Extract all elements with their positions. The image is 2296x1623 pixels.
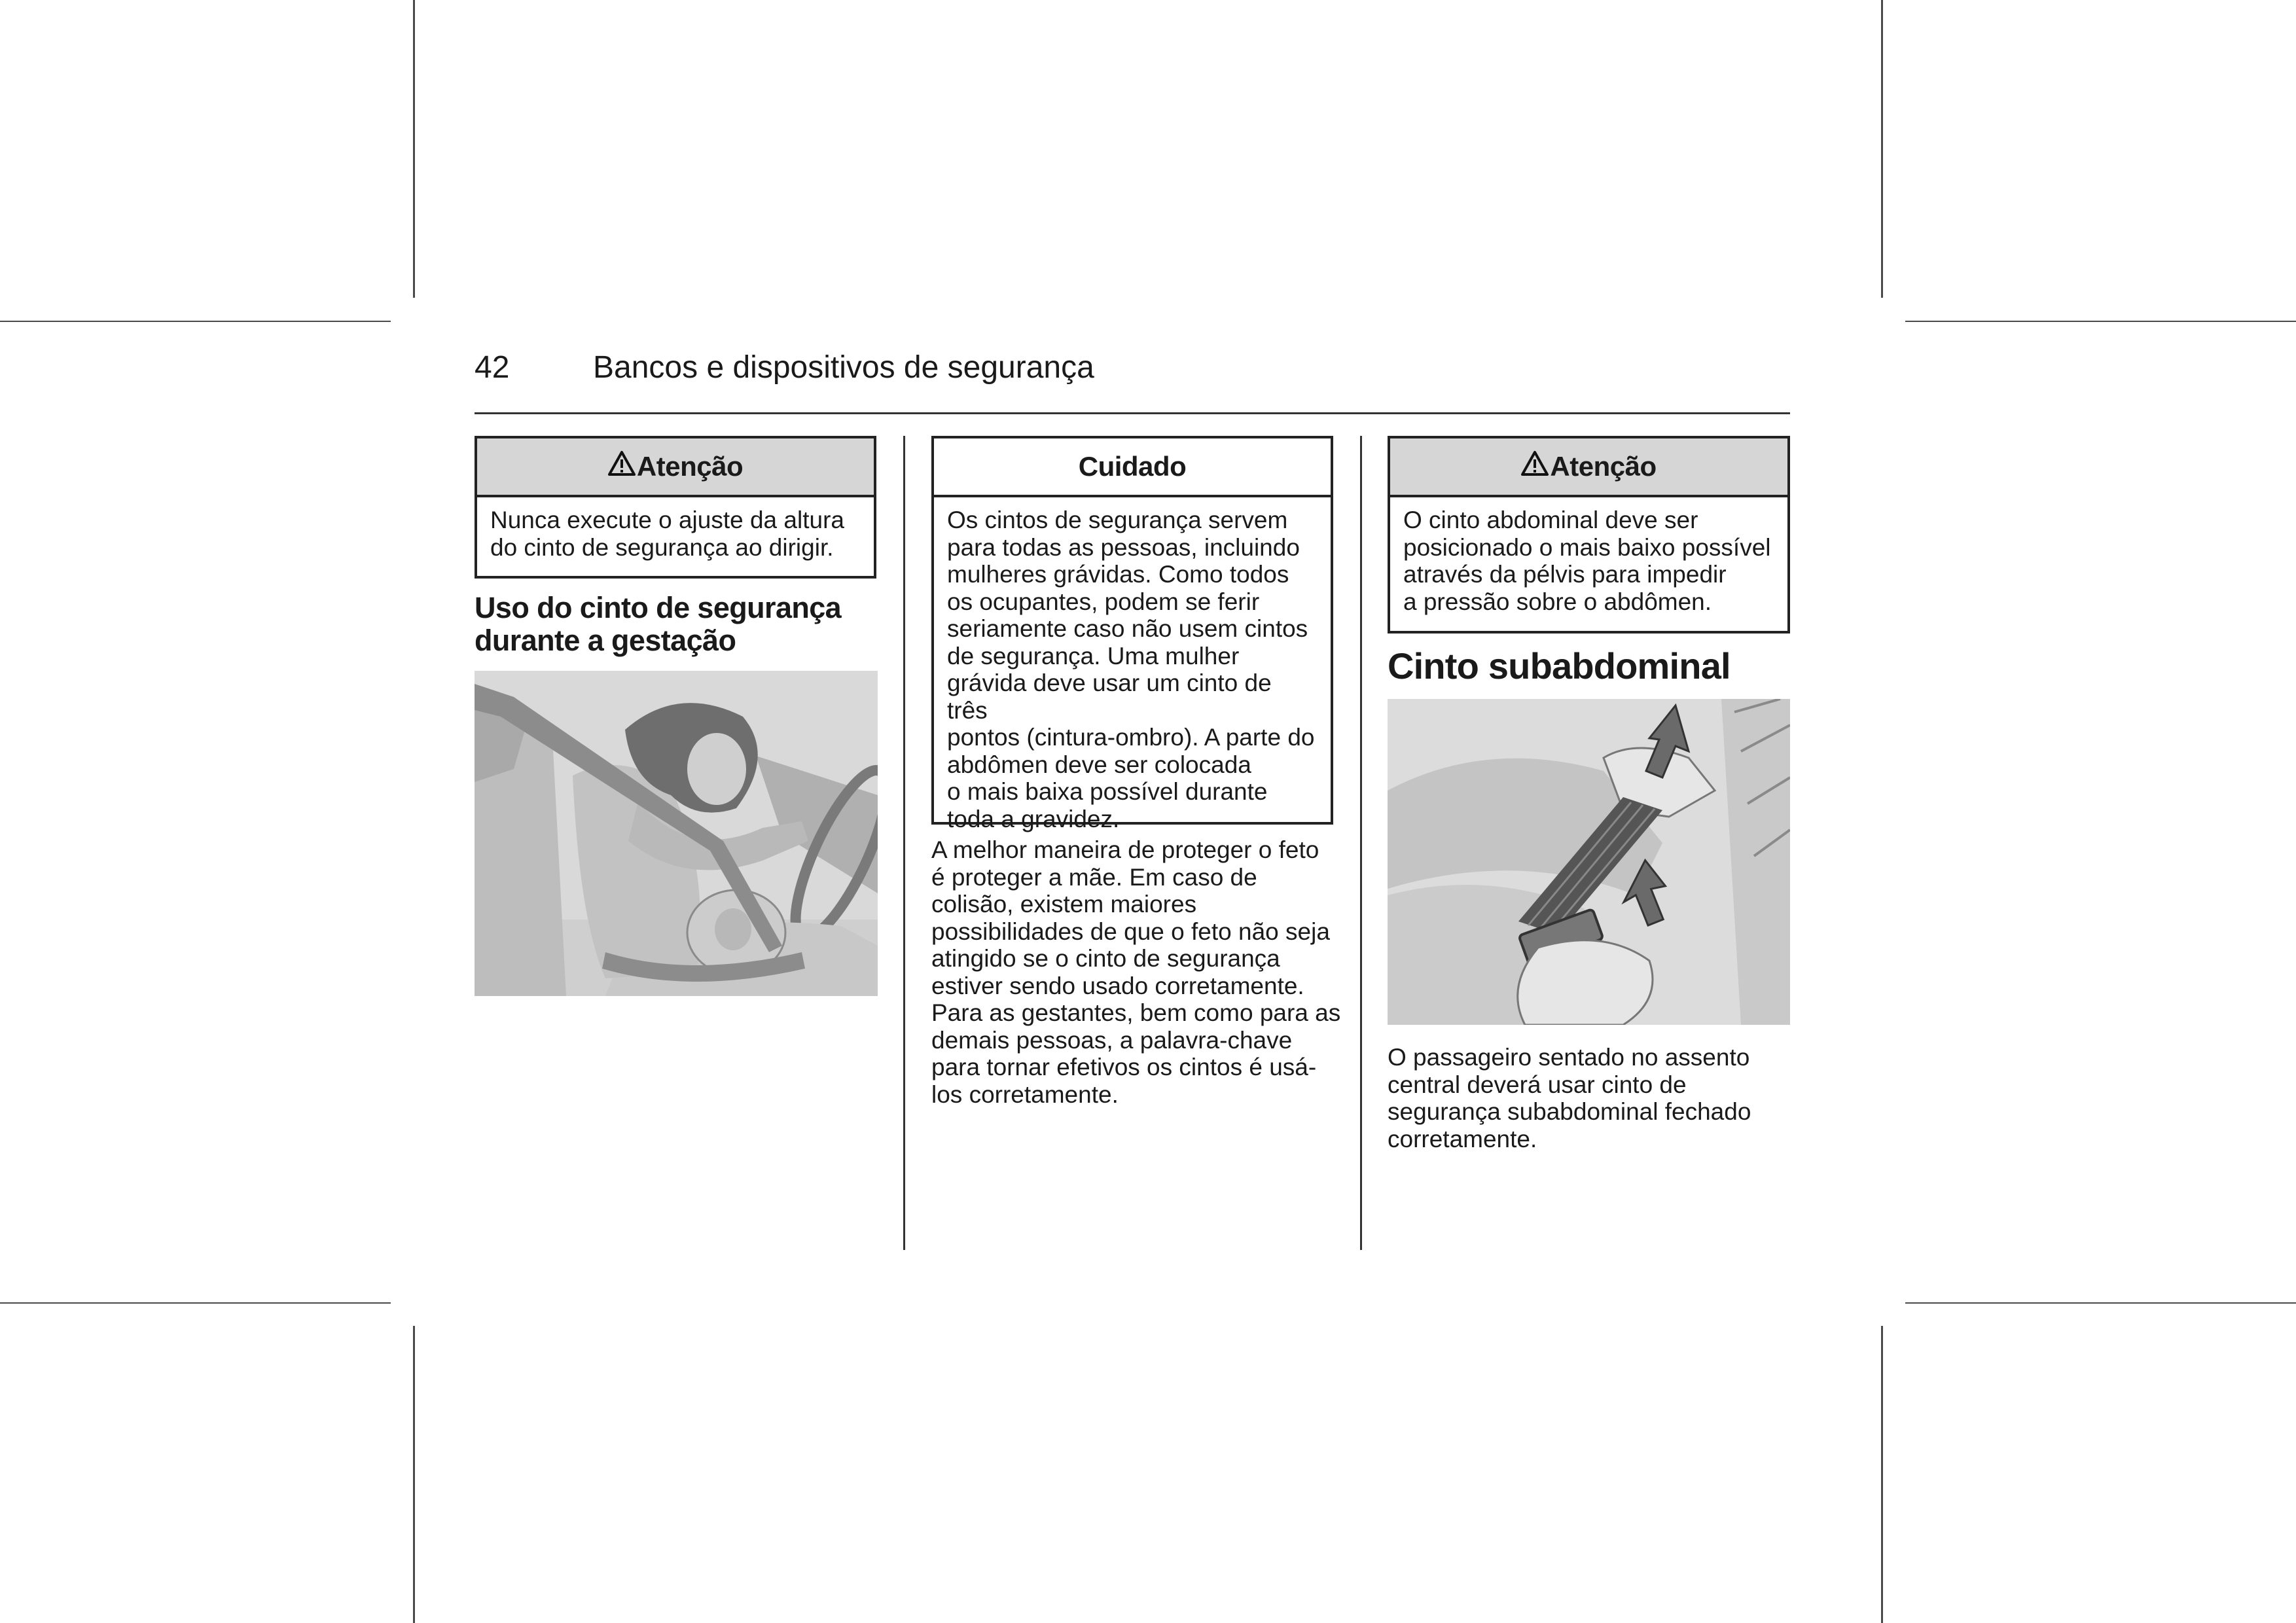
section-heading: Uso do cinto de segurança durante a gestação	[475, 591, 842, 657]
lap-belt-adjustment-illustration	[1388, 699, 1790, 1025]
warning-triangle-icon	[1521, 450, 1550, 483]
warning-box-header	[477, 438, 874, 497]
caution-box	[931, 436, 1333, 832]
column-divider	[903, 436, 905, 1250]
column-divider	[1360, 436, 1362, 1250]
warning-box	[475, 436, 876, 579]
crop-mark	[413, 1326, 415, 1623]
warning-box-header	[1390, 438, 1787, 497]
warning-box-text: Nunca execute o ajuste da altura do cinto de segurança ao dirigir.	[490, 507, 844, 561]
header-rule	[475, 412, 1790, 414]
caution-box-text: Os cintos de segurança servem para todas as pessoas, incluindo mulheres grávidas. Como todos os ocupantes, podem se ferir seriamente caso não usem cintos de segurança. Uma mulher grávida deve usar um cinto de três pontos (cintura-ombro). A parte do abdômen deve ser colocada o mais baixa possível durante toda a gravidez.	[947, 507, 1315, 832]
caution-box-title: Cuidado	[1078, 451, 1187, 482]
body-paragraph: A melhor maneira de proteger o feto é proteger a mãe. Em caso de colisão, existem maiores possibilidades de que o feto não seja atingido se o cinto de segurança estiver sendo usado corretamente. Para as gestantes, bem como para as demais pessoas, a palavra-chave para tornar efetivos os cintos é usá- los corretamente.	[931, 836, 1341, 1108]
crop-mark	[413, 0, 415, 298]
crop-mark	[1881, 1326, 1883, 1623]
warning-triangle-icon	[608, 450, 637, 483]
warning-box-title: Atenção	[1550, 451, 1657, 482]
crop-mark	[1905, 321, 2296, 322]
section-title: Bancos e dispositivos de segurança	[593, 350, 1094, 385]
crop-mark	[0, 321, 391, 322]
section-heading: Cinto subabdominal	[1388, 645, 1731, 687]
crop-mark	[0, 1302, 391, 1304]
caution-box-header	[934, 438, 1331, 497]
crop-mark	[1881, 0, 1883, 298]
page-number: 42	[475, 350, 510, 385]
body-paragraph: O passageiro sentado no assento central deverá usar cinto de segurança subabdominal fechado corretamente.	[1388, 1044, 1751, 1152]
pregnant-woman-seatbelt-illustration	[475, 671, 878, 996]
warning-box	[1388, 436, 1790, 633]
warning-box-title: Atenção	[636, 451, 744, 482]
warning-box-text: O cinto abdominal deve ser posicionado o mais baixo possível através da pélvis para impedir a pressão sobre o abdômen.	[1403, 507, 1771, 615]
crop-mark	[1905, 1302, 2296, 1304]
